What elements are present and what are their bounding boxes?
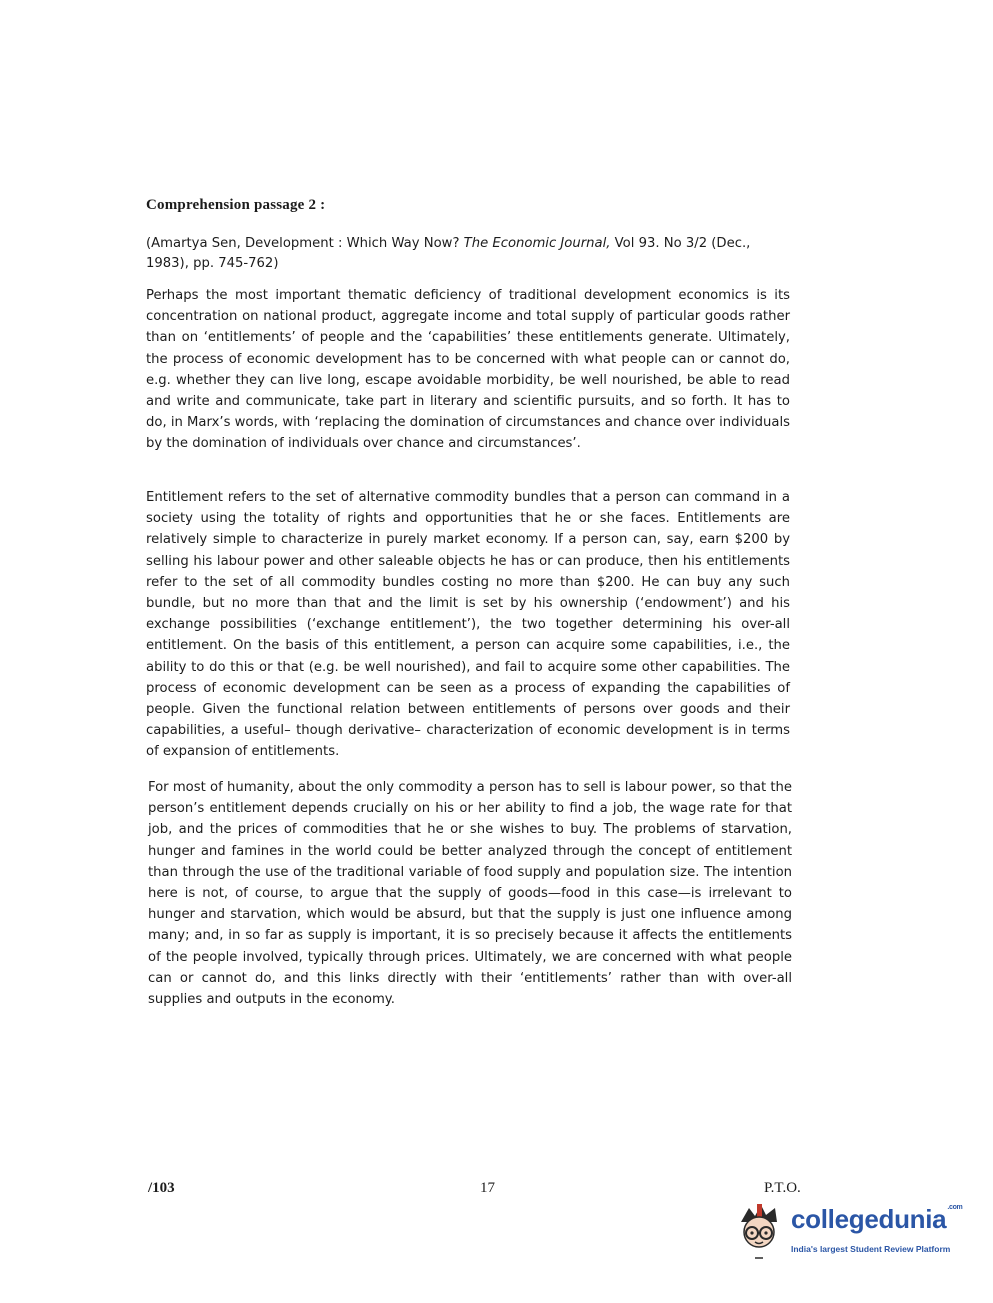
logo-tagline: India's largest Student Review Platform bbox=[791, 1244, 951, 1254]
logo-name-text: collegedunia bbox=[791, 1204, 947, 1234]
paragraph-1: Perhaps the most important thematic deficiency of traditional development economics is its concentration on national product, aggregate income and total supply of particular goods rather than on ‘entitlements’ of people and the ‘capabilities’ these entitlements generate. Ultimately, the process of economic development has to be concerned with what people can or cannot do, e.g. whether they can live long, escape avoidable morbidity, be well nourished, be able to read and write and communicate, take part in literary and scientific pursuits, and so forth. It has to do, in Marx’s words, with ‘replacing the domination of circumstances and chance over individuals by the domination of individuals over chance and circumstances’. bbox=[146, 288, 790, 452]
logo-dotcom: .com bbox=[947, 1204, 963, 1211]
journal-title: The Economic Journal, bbox=[463, 236, 611, 251]
source-citation bbox=[146, 234, 796, 274]
paragraph-3: For most of humanity, about the only commodity a person has to sell is labour power, so that the person’s entitlement depends crucially on his or her ability to find a job, the wage rate for that job, and the prices of commodities that he or she wishes to buy. The problems of starvation, hunger and famines in the world could be better analyzed through the concept of entitlement than through the use of the traditional variable of food supply and population size. The intention here is not, of course, to argue that the supply of goods—food in this case—is irrelevant to hunger and starvation, which would be absurd, but that the supply is just one influence among many; and, in so far as supply is important, it is so precisely because it affects the entitlements of the people involved, typically through prices. Ultimately, we are concerned with what people can or cannot do, and this links directly with their ‘entitlements’ rather than with over-all supplies and outputs in the economy. bbox=[148, 780, 792, 1008]
pto-label: P.T.O. bbox=[764, 1180, 801, 1196]
page-number: 17 bbox=[480, 1180, 495, 1196]
logo-wordmark bbox=[791, 1204, 962, 1235]
paragraph-2: Entitlement refers to the set of alternative commodity bundles that a person can command in a society using the totality of rights and opportunities that he or she faces. Entitlements are relatively simple to characterize in purely market economy. If a person can, say, earn $200 by selling his labour power and other saleable objects he has or can produce, then his entitlements refer to the set of all commodity bundles costing no more than $200. He can buy any such bundle, but no more than that and the limit is set by his ownership (‘endowment’) and his exchange possibilities (‘exchange entitlement’), the two together determining his over-all entitlement. On the basis of this entitlement, a person can acquire some capabilities, i.e., the ability to do this or that (e.g. be well nourished), and fail to acquire some other capabilities. The process of economic development can be seen as a process of expanding the capabilities of people. Given the functional relation between entitlements of persons over goods and their capabilities, a useful– though derivative– characterization of economic development is in terms of expansion of entitlements. bbox=[146, 490, 790, 760]
citation-prefix: (Amartya Sen, Development : Which Way Now? bbox=[146, 236, 460, 251]
citation-suffix: Vol 93. No 3/2 (Dec., 1983), pp. 745-762) bbox=[146, 236, 751, 271]
mascot-icon bbox=[735, 1202, 789, 1262]
paper-code: /103 bbox=[148, 1180, 175, 1196]
collegedunia-logo bbox=[735, 1200, 965, 1266]
passage-heading: Comprehension passage 2 : bbox=[146, 197, 326, 213]
